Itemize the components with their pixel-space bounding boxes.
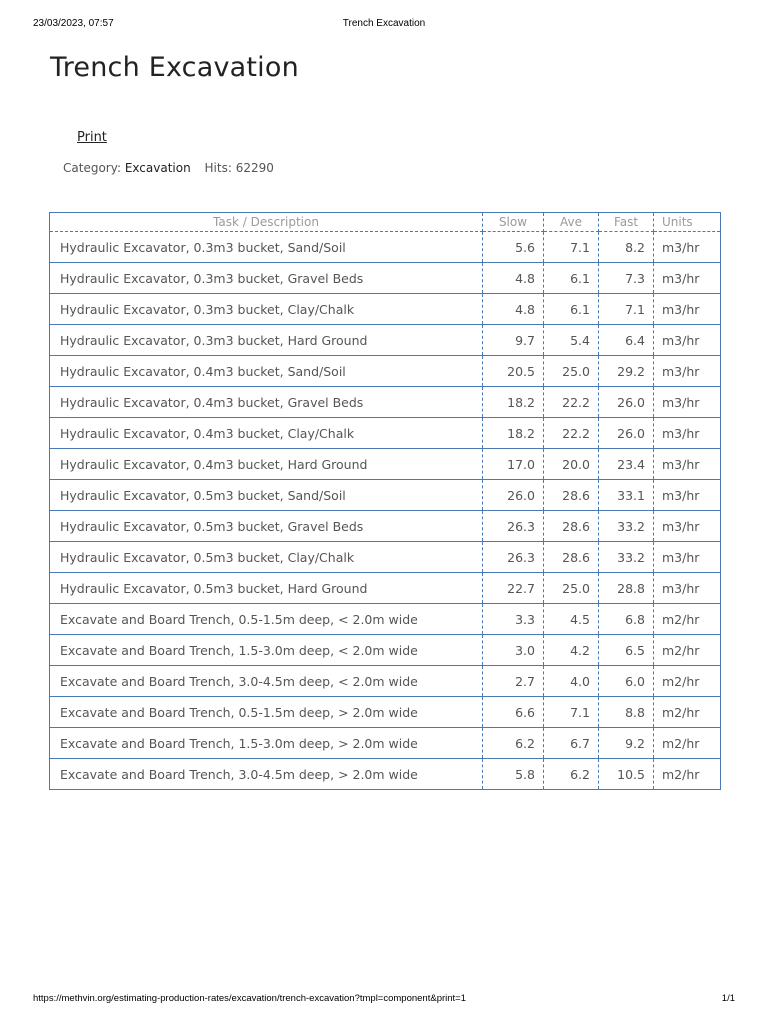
cell-ave: 22.2 (544, 387, 599, 418)
table-row (50, 542, 721, 573)
page-number: 1/1 (721, 993, 735, 1004)
hits-label: Hits: (204, 161, 232, 175)
table-row (50, 449, 721, 480)
cell-ave: 4.5 (544, 604, 599, 635)
cell-description: Hydraulic Excavator, 0.4m3 bucket, Sand/Soil (50, 356, 483, 387)
cell-units: m3/hr (654, 325, 721, 356)
cell-fast: 7.3 (599, 263, 654, 294)
table-row (50, 356, 721, 387)
cell-fast: 6.8 (599, 604, 654, 635)
print-footer (0, 993, 768, 1007)
cell-slow: 17.0 (483, 449, 544, 480)
cell-fast: 28.8 (599, 573, 654, 604)
cell-ave: 6.1 (544, 263, 599, 294)
cell-description: Excavate and Board Trench, 3.0-4.5m deep, > 2.0m wide (50, 759, 483, 790)
cell-units: m3/hr (654, 511, 721, 542)
cell-description: Hydraulic Excavator, 0.5m3 bucket, Sand/Soil (50, 480, 483, 511)
cell-units: m2/hr (654, 666, 721, 697)
cell-description: Excavate and Board Trench, 0.5-1.5m deep, > 2.0m wide (50, 697, 483, 728)
table-body (50, 232, 721, 790)
cell-fast: 33.2 (599, 542, 654, 573)
cell-description: Hydraulic Excavator, 0.5m3 bucket, Gravel Beds (50, 511, 483, 542)
cell-slow: 26.3 (483, 511, 544, 542)
table-row (50, 232, 721, 263)
cell-units: m3/hr (654, 387, 721, 418)
cell-slow: 26.0 (483, 480, 544, 511)
cell-ave: 22.2 (544, 418, 599, 449)
cell-fast: 23.4 (599, 449, 654, 480)
table-row (50, 511, 721, 542)
page-title: Trench Excavation (50, 52, 299, 83)
category-label: Category: (63, 161, 121, 175)
cell-ave: 7.1 (544, 232, 599, 263)
table-row (50, 573, 721, 604)
cell-slow: 9.7 (483, 325, 544, 356)
cell-description: Excavate and Board Trench, 0.5-1.5m deep, < 2.0m wide (50, 604, 483, 635)
article-meta (63, 161, 274, 175)
cell-slow: 2.7 (483, 666, 544, 697)
cell-ave: 25.0 (544, 573, 599, 604)
cell-slow: 18.2 (483, 418, 544, 449)
cell-slow: 6.6 (483, 697, 544, 728)
print-link[interactable]: Print (77, 130, 107, 145)
cell-description: Hydraulic Excavator, 0.3m3 bucket, Hard Ground (50, 325, 483, 356)
cell-ave: 6.1 (544, 294, 599, 325)
table-row (50, 387, 721, 418)
cell-ave: 20.0 (544, 449, 599, 480)
cell-units: m3/hr (654, 232, 721, 263)
cell-slow: 22.7 (483, 573, 544, 604)
cell-fast: 29.2 (599, 356, 654, 387)
cell-ave: 28.6 (544, 480, 599, 511)
cell-description: Hydraulic Excavator, 0.4m3 bucket, Hard Ground (50, 449, 483, 480)
cell-fast: 26.0 (599, 418, 654, 449)
cell-ave: 5.4 (544, 325, 599, 356)
cell-units: m3/hr (654, 542, 721, 573)
table-row (50, 759, 721, 790)
table-row (50, 697, 721, 728)
print-timestamp: 23/03/2023, 07:57 (33, 18, 114, 29)
header-units: Units (654, 213, 721, 232)
table-row (50, 325, 721, 356)
cell-slow: 3.0 (483, 635, 544, 666)
cell-description: Excavate and Board Trench, 1.5-3.0m deep, > 2.0m wide (50, 728, 483, 759)
cell-units: m2/hr (654, 728, 721, 759)
cell-slow: 5.6 (483, 232, 544, 263)
table-row (50, 604, 721, 635)
cell-fast: 33.2 (599, 511, 654, 542)
cell-ave: 6.2 (544, 759, 599, 790)
cell-fast: 6.4 (599, 325, 654, 356)
cell-fast: 26.0 (599, 387, 654, 418)
cell-fast: 33.1 (599, 480, 654, 511)
cell-slow: 20.5 (483, 356, 544, 387)
cell-description: Hydraulic Excavator, 0.3m3 bucket, Clay/Chalk (50, 294, 483, 325)
cell-slow: 4.8 (483, 294, 544, 325)
cell-fast: 8.2 (599, 232, 654, 263)
cell-description: Excavate and Board Trench, 1.5-3.0m deep, < 2.0m wide (50, 635, 483, 666)
cell-ave: 28.6 (544, 511, 599, 542)
cell-ave: 4.0 (544, 666, 599, 697)
cell-units: m2/hr (654, 604, 721, 635)
cell-ave: 25.0 (544, 356, 599, 387)
category-value[interactable]: Excavation (124, 161, 191, 175)
cell-description: Hydraulic Excavator, 0.4m3 bucket, Gravel Beds (50, 387, 483, 418)
cell-fast: 8.8 (599, 697, 654, 728)
hits-value: 62290 (235, 161, 274, 175)
print-url: https://methvin.org/estimating-production-rates/excavation/trench-excavation?tmpl=component&print=1 (33, 993, 467, 1004)
cell-units: m2/hr (654, 635, 721, 666)
table-row (50, 418, 721, 449)
cell-slow: 3.3 (483, 604, 544, 635)
cell-slow: 5.8 (483, 759, 544, 790)
production-rates-table (49, 212, 721, 790)
cell-fast: 6.5 (599, 635, 654, 666)
cell-slow: 6.2 (483, 728, 544, 759)
table-row (50, 294, 721, 325)
cell-description: Hydraulic Excavator, 0.3m3 bucket, Sand/Soil (50, 232, 483, 263)
cell-slow: 26.3 (483, 542, 544, 573)
cell-ave: 4.2 (544, 635, 599, 666)
cell-units: m2/hr (654, 697, 721, 728)
table-row (50, 480, 721, 511)
cell-fast: 7.1 (599, 294, 654, 325)
cell-fast: 10.5 (599, 759, 654, 790)
cell-units: m3/hr (654, 573, 721, 604)
cell-description: Excavate and Board Trench, 3.0-4.5m deep, < 2.0m wide (50, 666, 483, 697)
table-row (50, 666, 721, 697)
cell-slow: 4.8 (483, 263, 544, 294)
header-slow: Slow (483, 213, 544, 232)
cell-fast: 9.2 (599, 728, 654, 759)
cell-units: m3/hr (654, 263, 721, 294)
table-header-row (50, 213, 721, 232)
cell-ave: 7.1 (544, 697, 599, 728)
cell-description: Hydraulic Excavator, 0.5m3 bucket, Clay/Chalk (50, 542, 483, 573)
table-row (50, 728, 721, 759)
cell-units: m3/hr (654, 418, 721, 449)
header-task-description: Task / Description (50, 213, 483, 232)
cell-units: m3/hr (654, 356, 721, 387)
cell-ave: 6.7 (544, 728, 599, 759)
cell-ave: 28.6 (544, 542, 599, 573)
cell-units: m3/hr (654, 449, 721, 480)
cell-units: m3/hr (654, 480, 721, 511)
cell-description: Hydraulic Excavator, 0.4m3 bucket, Clay/Chalk (50, 418, 483, 449)
cell-description: Hydraulic Excavator, 0.5m3 bucket, Hard Ground (50, 573, 483, 604)
header-fast: Fast (599, 213, 654, 232)
print-doc-title: Trench Excavation (342, 18, 426, 29)
header-ave: Ave (544, 213, 599, 232)
cell-units: m3/hr (654, 294, 721, 325)
cell-description: Hydraulic Excavator, 0.3m3 bucket, Gravel Beds (50, 263, 483, 294)
table-row (50, 635, 721, 666)
cell-fast: 6.0 (599, 666, 654, 697)
cell-units: m2/hr (654, 759, 721, 790)
print-header (0, 18, 768, 32)
table-row (50, 263, 721, 294)
cell-slow: 18.2 (483, 387, 544, 418)
